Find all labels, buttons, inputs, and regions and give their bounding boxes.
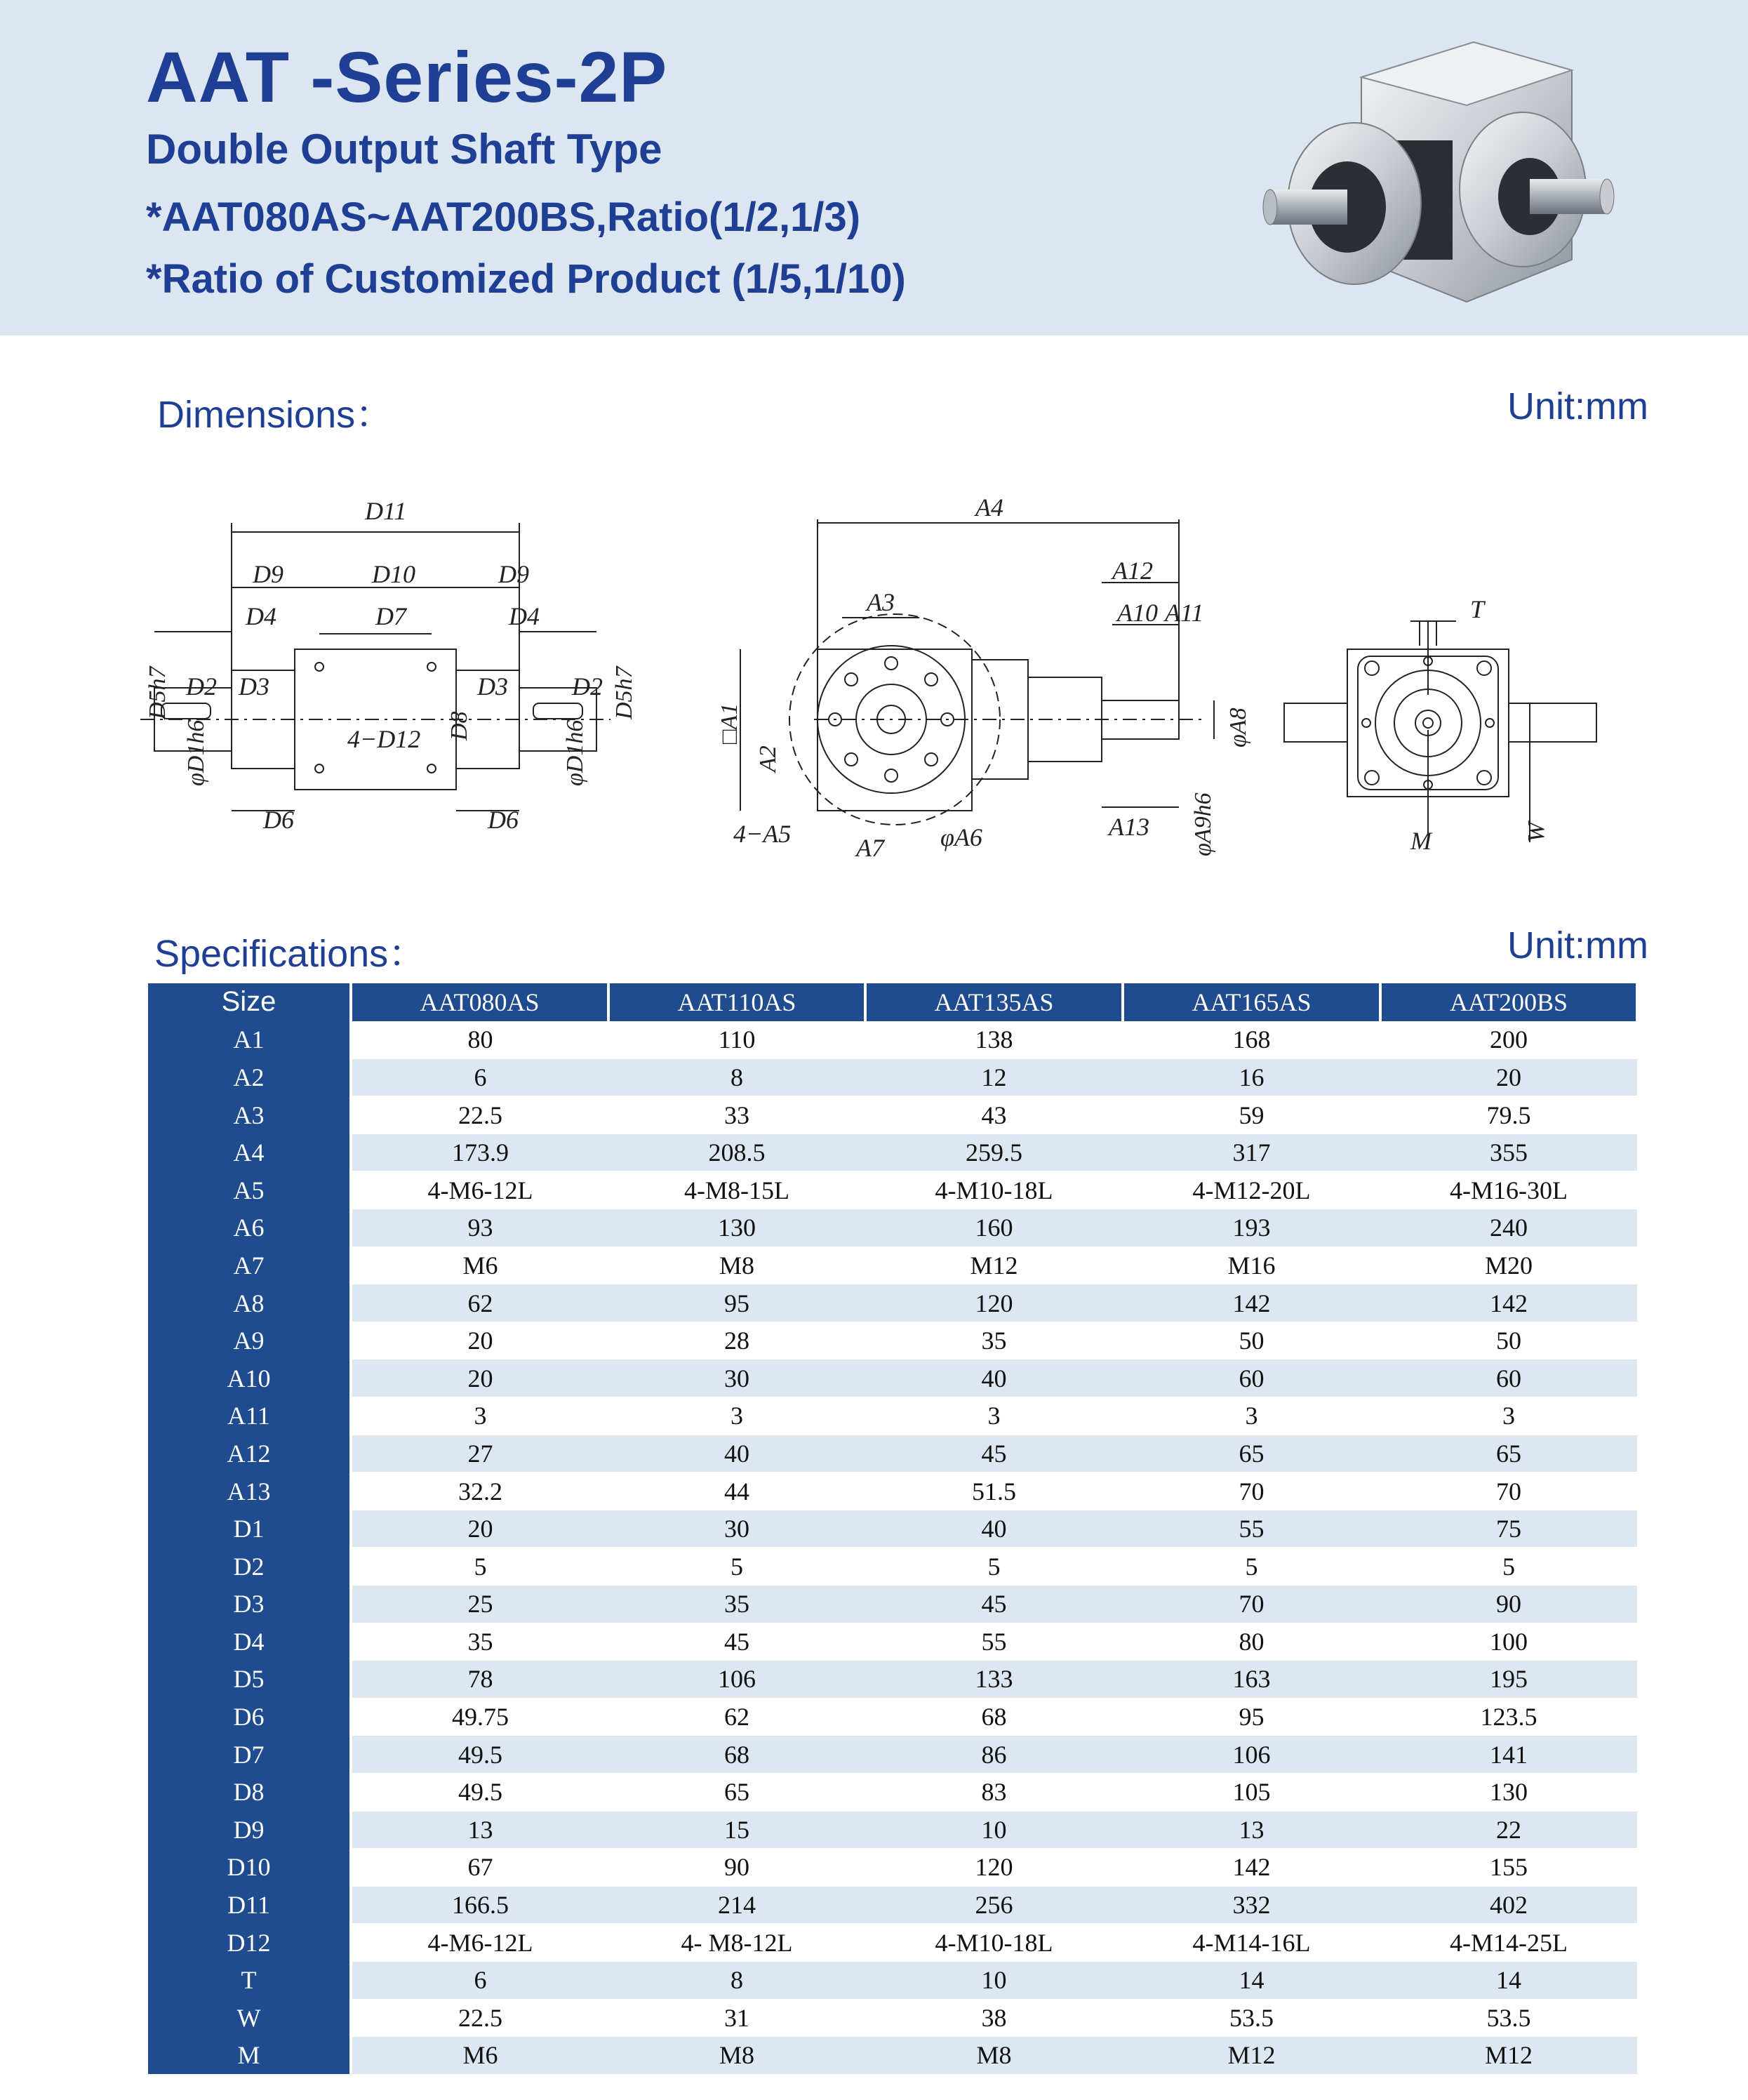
table-cell: M12 [865, 1247, 1123, 1284]
table-cell: 240 [1380, 1209, 1637, 1247]
table-cell: 16 [1123, 1058, 1380, 1096]
table-cell: 15 [608, 1811, 865, 1849]
label-a5: 4−A5 [733, 820, 792, 848]
row-header-cell: D3 [148, 1586, 351, 1623]
table-cell: 45 [865, 1435, 1123, 1473]
column-header-aat110as: AAT110AS [608, 983, 865, 1021]
table-cell: M16 [1123, 1247, 1380, 1284]
table-cell: 214 [608, 1886, 865, 1924]
table-row [148, 1360, 1637, 1397]
row-header-cell: W [148, 1999, 351, 2037]
table-row [148, 1510, 1637, 1548]
table-cell: 8 [608, 1961, 865, 1999]
table-cell: 10 [865, 1961, 1123, 1999]
table-cell: 20 [351, 1360, 608, 1397]
table-cell: 30 [608, 1510, 865, 1548]
specifications-unit: Unit:mm [1507, 924, 1648, 966]
table-row [148, 1473, 1637, 1510]
row-header-cell: A6 [148, 1209, 351, 1247]
dimensions-unit: Unit:mm [1507, 385, 1648, 427]
table-cell: 68 [865, 1698, 1123, 1736]
table-cell: 30 [608, 1360, 865, 1397]
table-cell: 168 [1123, 1021, 1380, 1059]
column-header-size: Size [148, 983, 351, 1021]
table-cell: 208.5 [608, 1134, 865, 1171]
table-cell: 5 [608, 1548, 865, 1586]
table-cell: M8 [608, 1247, 865, 1284]
table-cell: 70 [1123, 1473, 1380, 1510]
table-cell: 93 [351, 1209, 608, 1247]
table-cell: 53.5 [1123, 1999, 1380, 2037]
table-cell: 4-M14-25L [1380, 1924, 1637, 1962]
table-cell: 332 [1123, 1886, 1380, 1924]
label-d3-left: D3 [239, 672, 269, 700]
table-cell: 20 [1380, 1058, 1637, 1096]
table-cell: 60 [1380, 1360, 1637, 1397]
row-header-cell: A1 [148, 1021, 351, 1059]
table-cell: 75 [1380, 1510, 1637, 1548]
row-header-cell: A13 [148, 1473, 351, 1510]
table-row [148, 2037, 1637, 2075]
table-cell: M8 [608, 2037, 865, 2075]
table-row [148, 1736, 1637, 1774]
table-row [148, 1021, 1637, 1059]
table-cell: 4-M16-30L [1380, 1171, 1637, 1209]
table-row [148, 1397, 1637, 1435]
label-d10: D10 [372, 560, 415, 588]
table-cell: 31 [608, 1999, 865, 2037]
table-cell: 65 [608, 1773, 865, 1811]
table-cell: 80 [1123, 1623, 1380, 1661]
table-cell: 193 [1123, 1209, 1380, 1247]
row-header-cell: D10 [148, 1849, 351, 1887]
table-cell: 120 [865, 1284, 1123, 1322]
table-cell: M20 [1380, 1247, 1637, 1284]
row-header-cell: A8 [148, 1284, 351, 1322]
table-cell: 130 [608, 1209, 865, 1247]
row-header-cell: D9 [148, 1811, 351, 1849]
table-row [148, 1209, 1637, 1247]
table-cell: 49.5 [351, 1773, 608, 1811]
table-cell: 106 [608, 1661, 865, 1699]
bullet-custom-ratio: *Ratio of Customized Product (1/5,1/10) [146, 256, 906, 302]
table-cell: 95 [608, 1284, 865, 1322]
table-cell: 55 [865, 1623, 1123, 1661]
label-t: T [1470, 595, 1485, 623]
column-header-aat135as: AAT135AS [865, 983, 1123, 1021]
table-cell: 141 [1380, 1736, 1637, 1774]
label-a7: A7 [856, 834, 884, 862]
table-cell: 130 [1380, 1773, 1637, 1811]
page-title: AAT -Series-2P [146, 37, 668, 117]
label-d1-right: φD1h6 [562, 719, 588, 786]
table-cell: 65 [1123, 1435, 1380, 1473]
table-cell: 35 [608, 1586, 865, 1623]
table-cell: 123.5 [1380, 1698, 1637, 1736]
table-cell: 13 [351, 1811, 608, 1849]
table-cell: 259.5 [865, 1134, 1123, 1171]
specifications-table-body [148, 983, 1637, 2074]
table-cell: 20 [351, 1322, 608, 1360]
table-cell: 3 [351, 1397, 608, 1435]
table-cell: 195 [1380, 1661, 1637, 1699]
table-row [148, 1435, 1637, 1473]
label-a4: A4 [975, 493, 1003, 521]
row-header-cell: A11 [148, 1397, 351, 1435]
table-cell: 27 [351, 1435, 608, 1473]
table-row [148, 1773, 1637, 1811]
table-header-row [148, 983, 1637, 1021]
table-cell: 65 [1380, 1435, 1637, 1473]
column-header-aat200bs: AAT200BS [1380, 983, 1637, 1021]
table-cell: 53.5 [1380, 1999, 1637, 2037]
table-cell: 45 [608, 1623, 865, 1661]
table-cell: 133 [865, 1661, 1123, 1699]
row-header-cell: D1 [148, 1510, 351, 1548]
table-cell: 155 [1380, 1849, 1637, 1887]
table-cell: 4-M10-18L [865, 1171, 1123, 1209]
specifications-heading: Specifications： [154, 933, 427, 975]
end-view-drawing [1284, 621, 1596, 842]
gearbox-product-image [1242, 28, 1635, 316]
table-cell: 142 [1123, 1849, 1380, 1887]
table-cell: 90 [1380, 1586, 1637, 1623]
table-cell: 4-M6-12L [351, 1924, 608, 1962]
table-cell: 166.5 [351, 1886, 608, 1924]
table-cell: 59 [1123, 1096, 1380, 1134]
table-cell: 70 [1123, 1586, 1380, 1623]
table-cell: 78 [351, 1661, 608, 1699]
table-cell: 160 [865, 1209, 1123, 1247]
table-cell: 38 [865, 1999, 1123, 2037]
table-row [148, 1247, 1637, 1284]
label-a13: A13 [1109, 813, 1149, 841]
table-cell: 142 [1380, 1284, 1637, 1322]
table-cell: 14 [1380, 1961, 1637, 1999]
table-cell: 62 [351, 1284, 608, 1322]
table-cell: 49.5 [351, 1736, 608, 1774]
table-cell: 95 [1123, 1698, 1380, 1736]
table-cell: 33 [608, 1096, 865, 1134]
label-d2-right: D2 [572, 672, 603, 700]
table-cell: 4-M14-16L [1123, 1924, 1380, 1962]
table-cell: 6 [351, 1961, 608, 1999]
table-cell: 32.2 [351, 1473, 608, 1510]
table-cell: 45 [865, 1586, 1123, 1623]
table-row [148, 1058, 1637, 1096]
label-d7: D7 [375, 602, 406, 630]
row-header-cell: D11 [148, 1886, 351, 1924]
label-a12: A12 [1112, 557, 1153, 585]
table-cell: 70 [1380, 1473, 1637, 1510]
table-cell: 120 [865, 1849, 1123, 1887]
row-header-cell: A2 [148, 1058, 351, 1096]
table-cell: 55 [1123, 1510, 1380, 1548]
table-cell: 173.9 [351, 1134, 608, 1171]
table-cell: 5 [1380, 1548, 1637, 1586]
table-cell: 402 [1380, 1886, 1637, 1924]
table-row [148, 1623, 1637, 1661]
table-cell: 68 [608, 1736, 865, 1774]
table-cell: 4-M10-18L [865, 1924, 1123, 1962]
table-cell: 25 [351, 1586, 608, 1623]
label-m: M [1410, 827, 1432, 855]
row-header-cell: D4 [148, 1623, 351, 1661]
row-header-cell: D2 [148, 1548, 351, 1586]
table-cell: 4-M12-20L [1123, 1171, 1380, 1209]
label-a6: φA6 [940, 823, 982, 851]
table-cell: 5 [1123, 1548, 1380, 1586]
row-header-cell: A5 [148, 1171, 351, 1209]
table-cell: 3 [865, 1397, 1123, 1435]
table-cell: 14 [1123, 1961, 1380, 1999]
label-d2-left: D2 [186, 672, 217, 700]
table-row [148, 1811, 1637, 1849]
table-row [148, 1171, 1637, 1209]
table-cell: 13 [1123, 1811, 1380, 1849]
table-cell: 4-M6-12L [351, 1171, 608, 1209]
table-cell: 40 [865, 1360, 1123, 1397]
label-a10: A10 [1117, 599, 1158, 627]
label-w: W [1523, 822, 1549, 842]
row-header-cell: D6 [148, 1698, 351, 1736]
table-cell: 110 [608, 1021, 865, 1059]
row-header-cell: T [148, 1961, 351, 1999]
row-header-cell: D7 [148, 1736, 351, 1774]
table-cell: 22.5 [351, 1999, 608, 2037]
table-cell: 28 [608, 1322, 865, 1360]
table-row [148, 1322, 1637, 1360]
label-d4-right: D4 [509, 602, 540, 630]
label-a8: φA8 [1225, 707, 1251, 747]
table-cell: 62 [608, 1698, 865, 1736]
table-cell: 67 [351, 1849, 608, 1887]
row-header-cell: D12 [148, 1924, 351, 1962]
table-row [148, 1096, 1637, 1134]
table-cell: 256 [865, 1886, 1123, 1924]
table-cell: 12 [865, 1058, 1123, 1096]
table-row [148, 1284, 1637, 1322]
table-cell: 86 [865, 1736, 1123, 1774]
table-cell: 35 [351, 1623, 608, 1661]
table-cell: 142 [1123, 1284, 1380, 1322]
dimension-drawings [140, 477, 1649, 870]
table-cell: 51.5 [865, 1473, 1123, 1510]
label-d5-left: D5h7 [145, 666, 171, 719]
table-cell: 163 [1123, 1661, 1380, 1699]
table-row [148, 1661, 1637, 1699]
table-cell: 43 [865, 1096, 1123, 1134]
table-cell: 8 [608, 1058, 865, 1096]
table-cell: 80 [351, 1021, 608, 1059]
row-header-cell: D5 [148, 1661, 351, 1699]
table-cell: 22.5 [351, 1096, 608, 1134]
table-cell: 90 [608, 1849, 865, 1887]
label-d1-left: φD1h6 [183, 719, 209, 786]
table-cell: 200 [1380, 1021, 1637, 1059]
table-cell: 138 [865, 1021, 1123, 1059]
table-cell: 5 [351, 1548, 608, 1586]
column-header-aat080as: AAT080AS [351, 983, 608, 1021]
label-d6-left: D6 [263, 806, 294, 834]
table-row [148, 1849, 1637, 1887]
label-d4-left: D4 [246, 602, 276, 630]
table-cell: 3 [1380, 1397, 1637, 1435]
row-header-cell: A12 [148, 1435, 351, 1473]
page-subtitle: Double Output Shaft Type [146, 126, 662, 173]
label-a3: A3 [867, 588, 895, 616]
table-cell: 4-M8-15L [608, 1171, 865, 1209]
row-header-cell: M [148, 2037, 351, 2075]
table-cell: 106 [1123, 1736, 1380, 1774]
table-cell: M12 [1123, 2037, 1380, 2075]
table-cell: 83 [865, 1773, 1123, 1811]
table-cell: 44 [608, 1473, 865, 1510]
row-header-cell: A7 [148, 1247, 351, 1284]
label-a2: A2 [755, 745, 781, 772]
table-cell: M12 [1380, 2037, 1637, 2075]
row-header-cell: A10 [148, 1360, 351, 1397]
table-row [148, 1548, 1637, 1586]
table-cell: 40 [865, 1510, 1123, 1548]
table-row [148, 1886, 1637, 1924]
label-d9-left: D9 [253, 560, 283, 588]
label-d11: D11 [365, 497, 407, 525]
table-cell: M6 [351, 1247, 608, 1284]
table-cell: 3 [608, 1397, 865, 1435]
table-cell: 100 [1380, 1623, 1637, 1661]
row-header-cell: A4 [148, 1134, 351, 1171]
table-cell: 10 [865, 1811, 1123, 1849]
row-header-cell: D8 [148, 1773, 351, 1811]
bullet-ratio: *AAT080AS~AAT200BS,Ratio(1/2,1/3) [146, 194, 861, 240]
label-a11: A11 [1165, 599, 1204, 627]
table-row [148, 1999, 1637, 2037]
table-cell: M8 [865, 2037, 1123, 2075]
table-cell: 79.5 [1380, 1096, 1637, 1134]
table-cell: 35 [865, 1322, 1123, 1360]
table-cell: 355 [1380, 1134, 1637, 1171]
table-cell: 4- M8-12L [608, 1924, 865, 1962]
column-header-aat165as: AAT165AS [1123, 983, 1380, 1021]
table-row [148, 1961, 1637, 1999]
table-cell: 3 [1123, 1397, 1380, 1435]
table-cell: 5 [865, 1548, 1123, 1586]
label-d5-right: D5h7 [611, 666, 637, 719]
specifications-table [148, 983, 1639, 2075]
table-cell: M6 [351, 2037, 608, 2075]
table-cell: 105 [1123, 1773, 1380, 1811]
table-cell: 317 [1123, 1134, 1380, 1171]
table-cell: 40 [608, 1435, 865, 1473]
table-row [148, 1924, 1637, 1962]
table-cell: 49.75 [351, 1698, 608, 1736]
table-cell: 20 [351, 1510, 608, 1548]
table-cell: 60 [1123, 1360, 1380, 1397]
table-row [148, 1586, 1637, 1623]
table-cell: 50 [1123, 1322, 1380, 1360]
label-a1: □A1 [716, 703, 742, 744]
table-cell: 22 [1380, 1811, 1637, 1849]
row-header-cell: A9 [148, 1322, 351, 1360]
table-row [148, 1134, 1637, 1171]
dimensions-heading: Dimensions： [157, 394, 394, 436]
label-d12: 4−D12 [347, 725, 421, 753]
label-d3-right: D3 [477, 672, 508, 700]
label-d9-right: D9 [498, 560, 529, 588]
table-cell: 50 [1380, 1322, 1637, 1360]
label-d6-right: D6 [488, 806, 519, 834]
label-a9: φA9h6 [1190, 792, 1216, 856]
table-row [148, 1698, 1637, 1736]
table-cell: 6 [351, 1058, 608, 1096]
header-banner [0, 0, 1748, 335]
row-header-cell: A3 [148, 1096, 351, 1134]
label-d8: D8 [446, 711, 472, 740]
